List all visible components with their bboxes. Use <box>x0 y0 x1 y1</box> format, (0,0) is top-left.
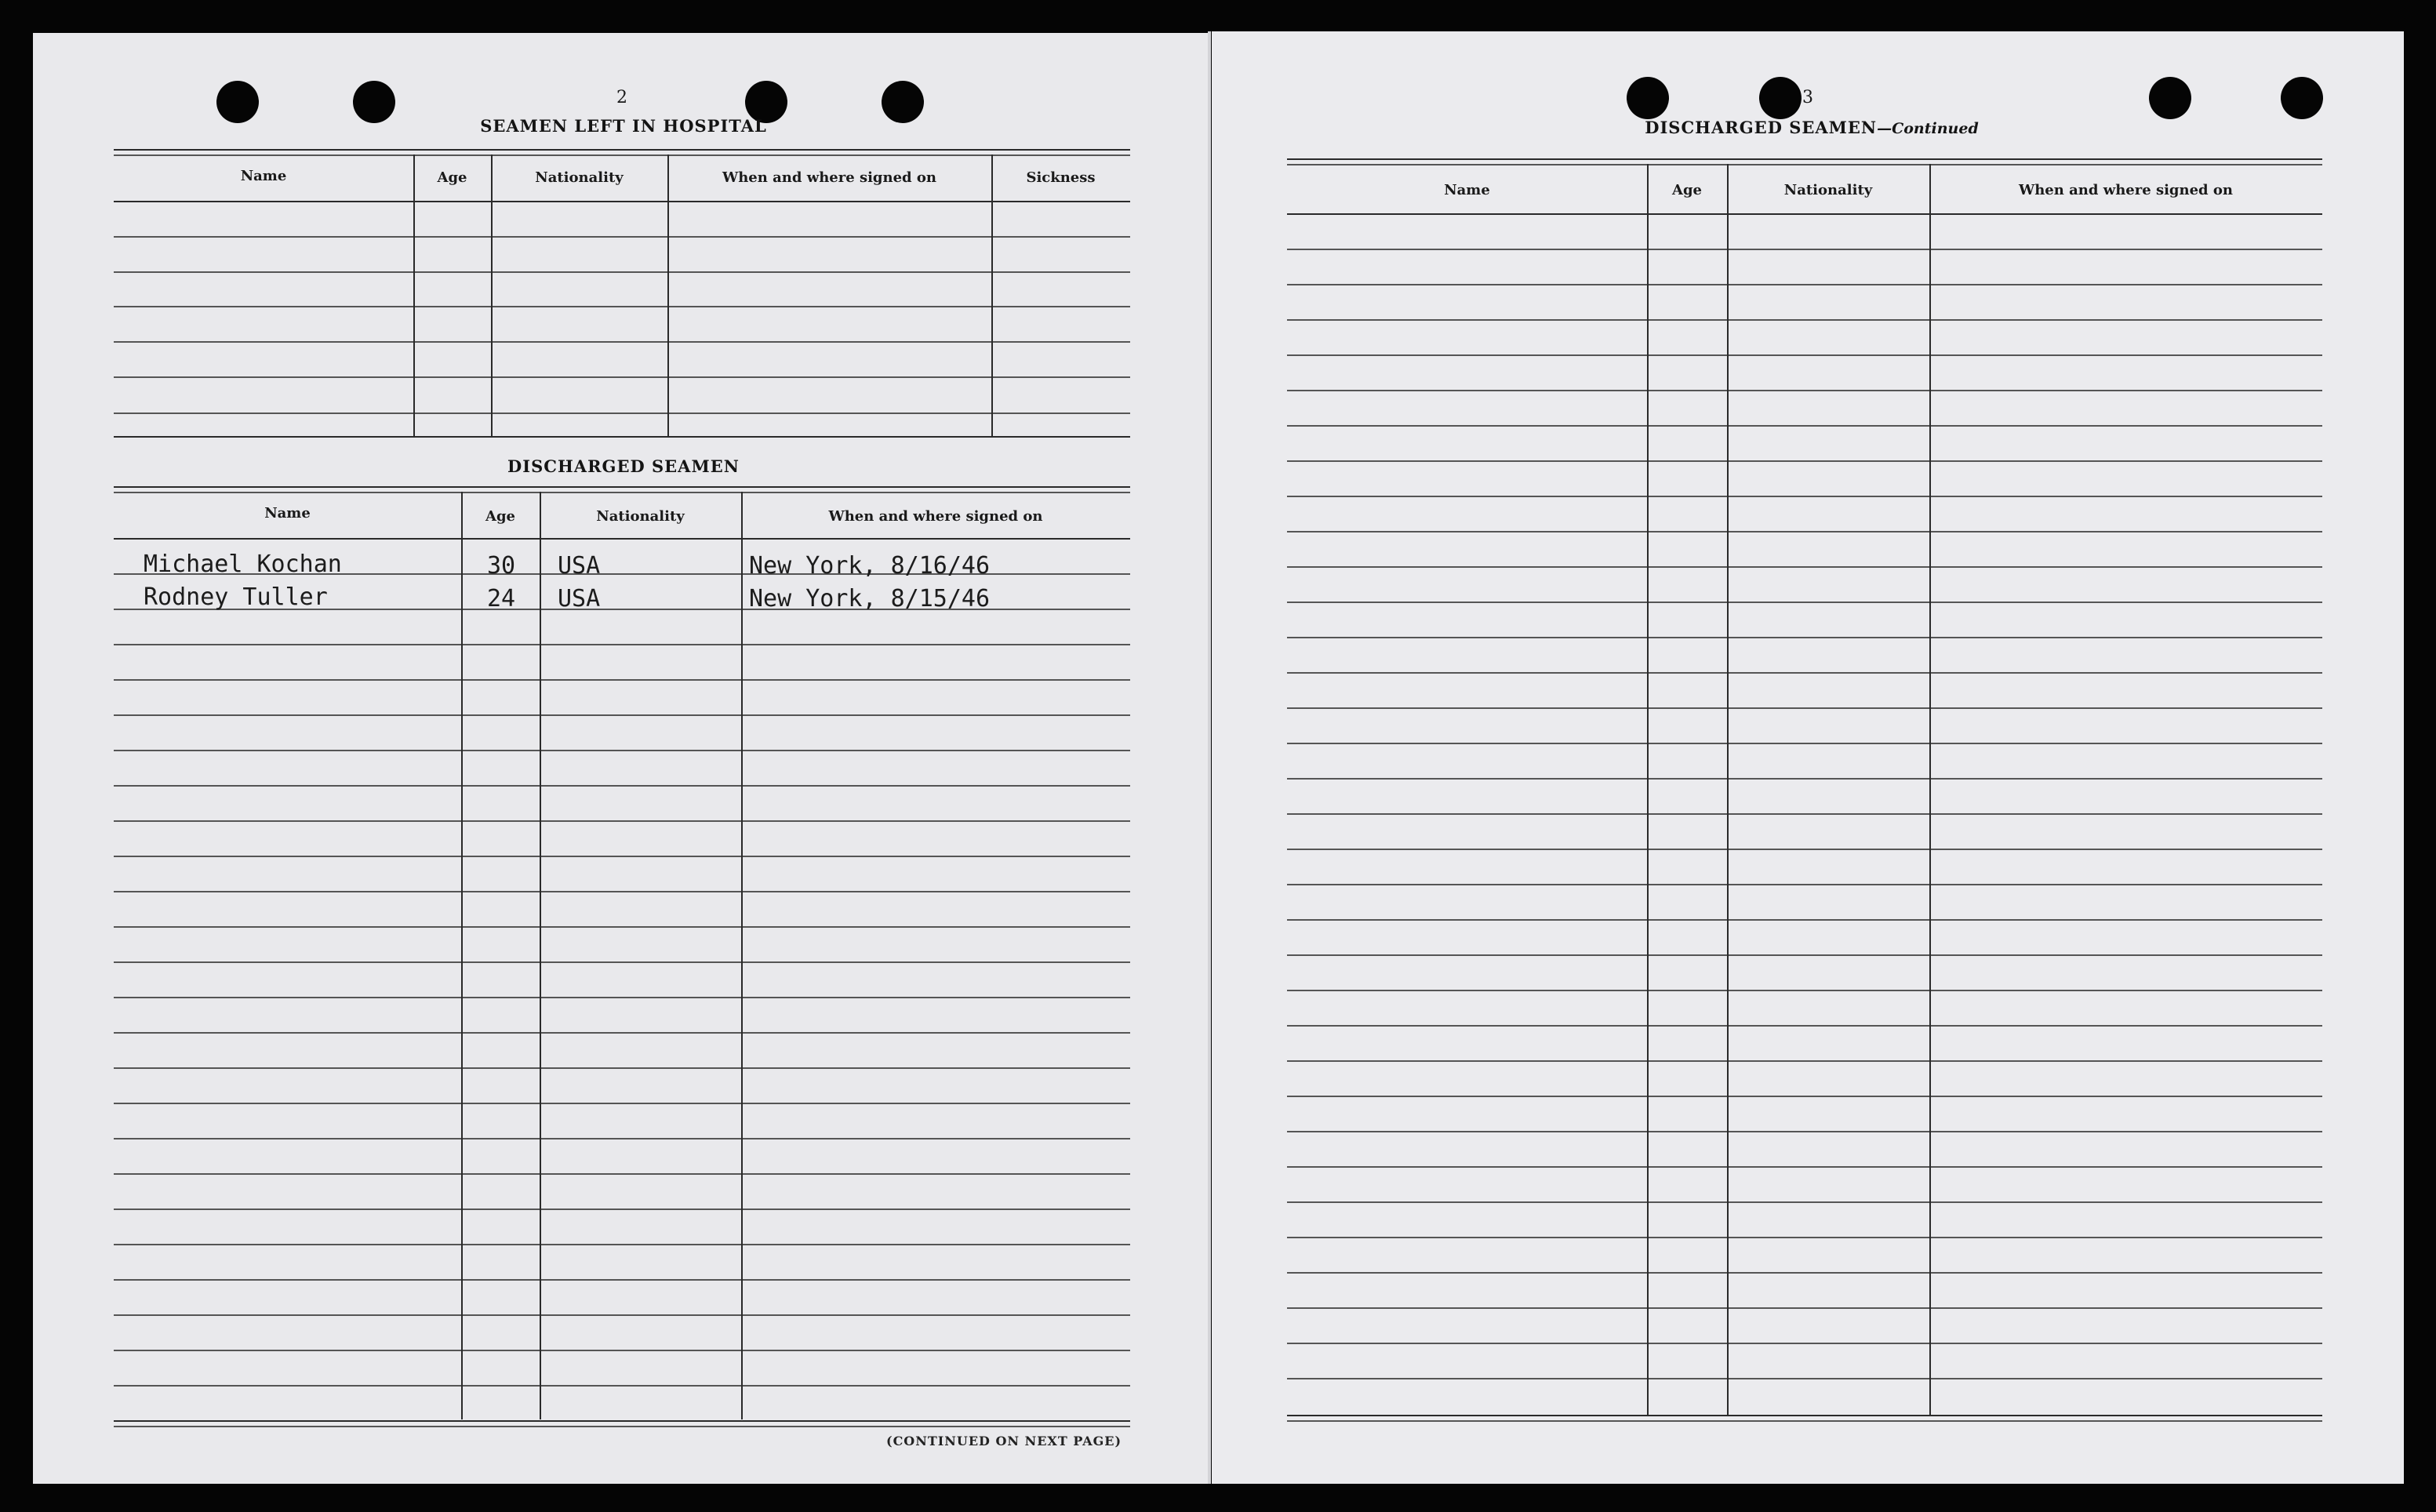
continued-note: (CONTINUED ON NEXT PAGE) <box>886 1434 1122 1448</box>
discharged-table <box>114 486 1130 1427</box>
seaman-signed-on: New York, 8/16/46 <box>749 552 991 580</box>
col-header-signed-on: When and where signed on <box>828 508 1043 525</box>
seaman-nationality: USA <box>558 552 601 580</box>
punch-hole <box>1627 77 1669 119</box>
col-header-signed-on: When and where signed on <box>2019 182 2233 198</box>
seaman-name: Rodney Tuller <box>144 583 328 611</box>
col-header-nationality: Nationality <box>1783 182 1873 198</box>
page-number-left: 2 <box>616 88 627 107</box>
page-fold <box>1208 31 1211 1484</box>
seaman-age: 30 <box>487 552 516 580</box>
col-header-signed-on: When and where signed on <box>722 169 936 186</box>
seaman-nationality: USA <box>558 585 601 612</box>
col-header-nationality: Nationality <box>596 508 685 525</box>
title-continued: —Continued <box>1877 120 1979 137</box>
punch-hole <box>2281 77 2323 119</box>
col-header-age: Age <box>485 508 515 525</box>
punch-hole <box>2149 77 2191 119</box>
discharged-continued-title <box>1592 118 2031 137</box>
punch-hole <box>353 81 395 123</box>
seaman-name: Michael Kochan <box>144 551 342 578</box>
col-header-age: Age <box>437 169 467 186</box>
col-header-name: Name <box>240 168 287 184</box>
hospital-section-title: SEAMEN LEFT IN HOSPITAL <box>480 116 767 136</box>
col-header-nationality: Nationality <box>535 169 624 186</box>
col-header-name: Name <box>1444 182 1490 198</box>
title-main: DISCHARGED SEAMEN <box>1645 118 1878 137</box>
punch-hole <box>882 81 924 123</box>
punch-hole <box>216 81 259 123</box>
seaman-signed-on: New York, 8/15/46 <box>749 585 991 612</box>
seaman-age: 24 <box>487 585 516 612</box>
col-header-name: Name <box>264 505 311 522</box>
col-header-age: Age <box>1671 182 1702 198</box>
page-number-right: 3 <box>1802 88 1813 107</box>
discharged-section-title: DISCHARGED SEAMEN <box>507 456 740 476</box>
hospital-table <box>114 149 1130 438</box>
col-header-sickness: Sickness <box>1026 169 1096 186</box>
discharged-continued-table <box>1287 158 2322 1426</box>
